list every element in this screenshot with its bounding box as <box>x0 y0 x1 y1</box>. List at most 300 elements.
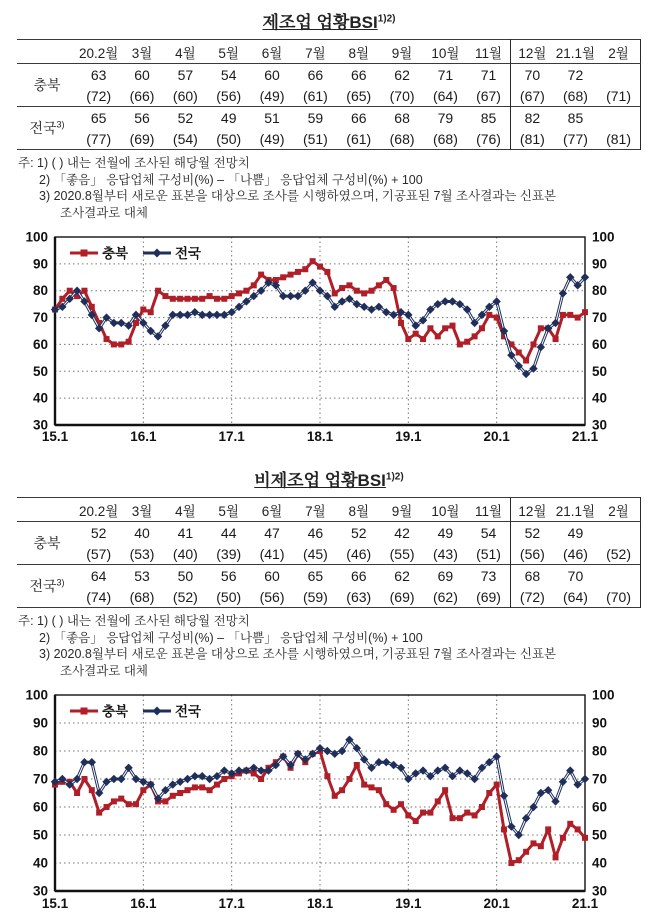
bsi-forecast-cell: (67) <box>510 85 553 107</box>
bsi-value-cell: 69 <box>424 565 467 587</box>
bsi-value-cell: 52 <box>350 524 367 541</box>
series-jeonguk-marker <box>286 292 294 300</box>
row-label: 충북 <box>33 535 61 551</box>
series-jeonguk-marker <box>367 305 375 313</box>
bsi-forecast-cell: (46) <box>563 545 588 562</box>
y-tick-label-left: 100 <box>25 687 48 703</box>
y-tick-label-left: 60 <box>32 799 48 815</box>
x-tick-label: 18.1 <box>306 429 334 444</box>
bsi-forecast-cell: (49) <box>259 87 285 104</box>
column-header: 4월 <box>164 498 207 522</box>
column-header: 7월 <box>294 498 337 522</box>
footnote-line: 주: 1) ( ) 내는 전월에 조사된 해당월 전망치 <box>18 156 250 170</box>
bsi-value-cell: 50 <box>164 565 207 587</box>
column-header: 4월 <box>164 40 207 64</box>
legend-label: 충북 <box>102 246 129 261</box>
series-chungbuk-marker <box>251 282 257 288</box>
bsi-forecast-cell: (60) <box>172 87 198 104</box>
y-tick-label-right: 90 <box>592 715 608 731</box>
series-chungbuk-marker <box>302 266 308 272</box>
page-title: 제조업 업황BSI <box>262 13 378 32</box>
bsi-forecast-cell: (46) <box>346 545 372 562</box>
series-chungbuk-marker <box>317 264 323 270</box>
bsi-forecast-cell: (50) <box>216 130 242 147</box>
series-chungbuk-marker <box>295 269 301 275</box>
series-chungbuk-marker <box>457 341 463 347</box>
series-chungbuk-marker <box>199 784 205 790</box>
chart-legend <box>70 703 202 719</box>
bsi-forecast-cell: (81) <box>510 128 553 150</box>
series-chungbuk-marker <box>185 787 191 793</box>
series-chungbuk-marker <box>104 336 110 342</box>
series-chungbuk-marker <box>369 288 375 294</box>
series-chungbuk-marker <box>413 331 419 337</box>
title-footnote-marker: 1)2) <box>377 13 396 25</box>
series-jeonguk-marker <box>441 297 449 305</box>
series-chungbuk-marker <box>199 296 205 302</box>
series-chungbuk-marker <box>398 801 404 807</box>
bsi-value-cell <box>597 107 640 129</box>
column-header: 6월 <box>250 40 293 64</box>
series-chungbuk-marker <box>575 315 581 321</box>
series-chungbuk-marker <box>192 296 198 302</box>
bsi-forecast-cell: (51) <box>476 545 501 562</box>
bsi-forecast-cell: (69) <box>476 588 501 605</box>
bsi-forecast-cell: (81) <box>597 128 640 150</box>
bsi-forecast-cell: (72) <box>510 586 553 608</box>
column-header: 20.2월 <box>77 40 120 64</box>
bsi-value-cell: 52 <box>90 524 107 541</box>
bsi-forecast-cell: (69) <box>129 130 155 147</box>
series-chungbuk-marker <box>457 815 463 821</box>
bsi-forecast-cell: (71) <box>597 85 640 107</box>
series-jeonguk-marker <box>205 775 213 783</box>
footnotes-manufacturing <box>18 155 644 221</box>
footnotes-nonmanufacturing <box>18 613 644 679</box>
bsi-forecast-cell: (68) <box>563 87 588 104</box>
series-chungbuk-marker <box>207 293 213 299</box>
x-tick-label: 15.1 <box>41 429 69 444</box>
series-chungbuk-marker <box>258 272 264 278</box>
series-chungbuk-marker <box>450 323 456 329</box>
column-header: 7월 <box>294 40 337 64</box>
bsi-value-cell: 85 <box>554 107 597 129</box>
x-axis-labels <box>42 429 599 444</box>
bsi-value-cell: 66 <box>350 66 367 83</box>
legend-diamond-marker <box>153 249 162 258</box>
series-chungbuk-marker <box>442 787 448 793</box>
footnote-line: 주: 1) ( ) 내는 전월에 조사된 해당월 전망치 <box>18 614 250 628</box>
column-header: 12월 <box>510 498 553 522</box>
bsi-forecast-cell: (66) <box>129 87 155 104</box>
series-chungbuk-marker <box>523 849 529 855</box>
series-chungbuk-marker <box>229 293 235 299</box>
bsi-forecast-cell: (68) <box>432 130 458 147</box>
series-chungbuk-marker <box>170 793 176 799</box>
bsi-value-cell: 72 <box>567 66 584 83</box>
bsi-forecast-cell: (56) <box>510 543 553 565</box>
y-tick-label-right: 100 <box>592 687 615 703</box>
y-tick-label-right: 50 <box>592 363 608 379</box>
bsi-forecast-cell: (57) <box>86 545 112 562</box>
series-chungbuk-marker <box>118 341 124 347</box>
bsi-line-chart-manufacturing <box>0 227 658 451</box>
y-tick-label-left: 40 <box>32 855 48 871</box>
series-chungbuk-marker <box>560 835 566 841</box>
series-chungbuk-marker <box>553 336 559 342</box>
x-tick-label: 17.1 <box>218 429 245 444</box>
series-chungbuk-marker <box>324 773 330 779</box>
bsi-value-cell: 40 <box>134 524 150 541</box>
footnote-line: 3) 2020.8월부터 새로운 표본을 대상으로 조사를 시행하였으며, 기공표된 7월 조사결과는 신표본 <box>39 189 557 203</box>
bsi-value-cell: 59 <box>294 107 337 129</box>
footnote-line: 조사결과로 대체 <box>60 205 148 220</box>
series-chungbuk-marker <box>346 282 352 288</box>
series-chungbuk-marker <box>383 801 389 807</box>
x-tick-label: 16.1 <box>130 896 157 911</box>
bsi-value-cell: 66 <box>307 66 324 83</box>
series-chungbuk-marker <box>170 296 176 302</box>
series-chungbuk-marker <box>140 307 146 313</box>
bsi-value-cell: 82 <box>510 107 553 129</box>
y-tick-label-right: 40 <box>592 390 608 406</box>
series-chungbuk-marker <box>523 358 529 364</box>
series-chungbuk-marker <box>427 810 433 816</box>
y-tick-label-right: 80 <box>592 743 608 759</box>
y-tick-label-right: 60 <box>592 336 608 352</box>
bsi-forecast-cell: (54) <box>172 130 198 147</box>
series-chungbuk-marker <box>472 333 478 339</box>
bsi-forecast-cell: (72) <box>86 87 112 104</box>
bsi-value-cell: 65 <box>294 565 337 587</box>
y-tick-label-right: 30 <box>592 417 608 433</box>
y-tick-label-right: 70 <box>592 771 608 787</box>
series-chungbuk-marker <box>501 826 507 832</box>
bsi-forecast-cell: (52) <box>597 543 640 565</box>
series-jeonguk-marker <box>360 303 368 311</box>
series-chungbuk-marker <box>405 812 411 818</box>
series-chungbuk-marker <box>464 339 470 345</box>
series-chungbuk-marker <box>538 843 544 849</box>
series-chungbuk-marker <box>582 309 588 315</box>
series-chungbuk-marker <box>177 790 183 796</box>
column-header: 21.1월 <box>554 498 597 522</box>
bsi-value-cell <box>597 522 640 544</box>
series-chungbuk-marker <box>553 854 559 860</box>
series-chungbuk-marker <box>207 787 213 793</box>
bsi-forecast-cell: (70) <box>597 586 640 608</box>
bsi-value-cell: 56 <box>207 565 250 587</box>
y-tick-label-left: 30 <box>32 883 48 899</box>
series-chungbuk-marker <box>192 784 198 790</box>
series-chungbuk-marker <box>162 798 168 804</box>
series-jeonguk-marker <box>389 311 397 319</box>
bsi-value-cell: 49 <box>437 524 454 541</box>
series-chungbuk-marker <box>104 804 110 810</box>
bsi-forecast-cell: (45) <box>302 545 328 562</box>
bsi-value-cell: 46 <box>307 524 324 541</box>
series-chungbuk-marker <box>582 835 588 841</box>
y-tick-label-right: 60 <box>592 799 608 815</box>
series-jeonguk-marker <box>110 775 118 783</box>
bsi-forecast-cell: (49) <box>259 130 285 147</box>
bsi-value-cell: 70 <box>554 565 597 587</box>
series-chungbuk-marker <box>162 293 168 299</box>
chart-grid <box>55 695 585 891</box>
bsi-value-cell: 68 <box>380 107 423 129</box>
bsi-forecast-cell: (43) <box>432 545 458 562</box>
bsi-forecast-cell: (69) <box>389 588 415 605</box>
y-tick-label-left: 30 <box>32 417 48 433</box>
series-chungbuk-marker <box>420 336 426 342</box>
bsi-value-cell: 62 <box>394 66 410 83</box>
series-chungbuk-marker <box>310 258 316 264</box>
x-tick-label: 19.1 <box>395 896 422 911</box>
bsi-value-cell: 57 <box>177 66 194 83</box>
y-tick-label-left: 40 <box>32 390 48 406</box>
page-title-2: 비제조업 업황BSI <box>254 471 386 490</box>
table-corner <box>17 40 77 64</box>
bsi-value-cell: 64 <box>77 565 120 587</box>
series-chungbuk-marker <box>332 793 338 799</box>
series-chungbuk-marker <box>133 320 139 326</box>
bsi-forecast-cell: (39) <box>216 545 242 562</box>
bsi-forecast-cell: (50) <box>216 588 242 605</box>
series-chungbuk-marker <box>133 801 139 807</box>
series-chungbuk-marker <box>361 782 367 788</box>
column-header: 11월 <box>467 40 510 64</box>
series-chungbuk-marker <box>346 776 352 782</box>
series-jeonguk-marker <box>213 311 221 319</box>
series-chungbuk-marker <box>560 312 566 318</box>
series-chungbuk-marker <box>435 798 441 804</box>
x-tick-label: 21.1 <box>571 896 599 911</box>
bsi-forecast-cell: (59) <box>302 588 328 605</box>
footnote-line: 2) 「좋음」 응답업체 구성비(%) – 「나쁨」 응답업체 구성비(%) + 100 <box>39 630 423 645</box>
series-chungbuk-marker <box>545 826 551 832</box>
legend-square-marker <box>81 250 88 257</box>
legend-diamond-marker <box>153 707 162 716</box>
bsi-forecast-cell: (68) <box>129 588 155 605</box>
column-header: 11월 <box>467 498 510 522</box>
series-chungbuk-marker <box>324 269 330 275</box>
bsi-value-cell: 51 <box>250 107 293 129</box>
bsi-value-cell: 60 <box>264 66 280 83</box>
y-tick-label-left: 80 <box>32 743 48 759</box>
series-chungbuk-marker <box>405 336 411 342</box>
column-header: 5월 <box>207 498 250 522</box>
y-tick-label-left: 80 <box>32 283 48 299</box>
series-chungbuk-marker <box>464 810 470 816</box>
bsi-value-cell: 63 <box>90 66 107 83</box>
series-chungbuk-marker <box>89 787 95 793</box>
series-jeonguk-marker <box>183 775 191 783</box>
row-label: 충북 <box>33 77 61 93</box>
series-jeonguk-marker <box>448 297 456 305</box>
bsi-forecast-cell: (77) <box>86 130 112 147</box>
bsi-value-cell: 41 <box>177 524 194 541</box>
series-chungbuk-marker <box>111 341 117 347</box>
y-tick-label-right: 100 <box>592 229 615 245</box>
bsi-forecast-cell: (52) <box>172 588 198 605</box>
bsi-forecast-cell: (56) <box>216 87 242 104</box>
series-chungbuk-marker <box>494 782 500 788</box>
bsi-forecast-cell: (55) <box>389 545 415 562</box>
bsi-forecast-cell: (53) <box>129 545 155 562</box>
series-chungbuk-marker <box>479 804 485 810</box>
row-label: 전국$^{3)}$ <box>17 107 77 150</box>
bsi-line-chart-nonmanufacturing <box>0 685 658 916</box>
column-header: 2월 <box>597 498 640 522</box>
series-chungbuk-marker <box>288 272 294 278</box>
footnote-line: 조사결과로 대체 <box>60 663 148 678</box>
series-jeonguk-marker <box>117 319 125 327</box>
bsi-forecast-cell: (63) <box>346 588 372 605</box>
section-title-nonmanufacturing <box>0 466 658 491</box>
series-chungbuk-marker <box>221 776 227 782</box>
x-axis-labels <box>42 896 599 911</box>
column-header: 10월 <box>424 498 467 522</box>
series-chungbuk-marker <box>177 296 183 302</box>
bsi-value-cell: 52 <box>164 107 207 129</box>
series-chungbuk-marker <box>530 341 536 347</box>
y-tick-label-left: 90 <box>32 256 48 272</box>
series-chungbuk-marker <box>383 277 389 283</box>
series-chungbuk-marker <box>486 790 492 796</box>
series-chungbuk-marker <box>450 815 456 821</box>
series-chungbuk-marker <box>567 821 573 827</box>
y-tick-label-right: 30 <box>592 883 608 899</box>
bsi-forecast-cell: (62) <box>432 588 458 605</box>
bsi-value-cell: 71 <box>437 66 454 83</box>
series-chungbuk-marker <box>575 826 581 832</box>
bsi-value-cell: 71 <box>480 66 497 83</box>
bsi-forecast-cell: (51) <box>302 130 328 147</box>
series-chungbuk-marker <box>508 860 514 866</box>
series-chungbuk-marker <box>258 776 264 782</box>
series-chungbuk-marker <box>140 787 146 793</box>
bsi-forecast-cell: (64) <box>563 588 588 605</box>
row-label: 전국$^{3)}$ <box>17 565 77 608</box>
bsi-forecast-cell: (76) <box>476 130 501 147</box>
bsi-forecast-cell: (74) <box>86 588 112 605</box>
series-chungbuk-marker <box>567 312 573 318</box>
series-chungbuk-marker <box>214 296 220 302</box>
series-chungbuk-marker <box>398 320 404 326</box>
column-header: 12월 <box>510 40 553 64</box>
bsi-value-cell: 56 <box>120 107 163 129</box>
series-chungbuk-marker <box>376 787 382 793</box>
series-chungbuk-marker <box>126 339 132 345</box>
legend-label: 전국 <box>175 704 202 719</box>
bsi-forecast-cell: (64) <box>432 87 458 104</box>
column-header: 3월 <box>120 498 163 522</box>
column-header: 5월 <box>207 40 250 64</box>
series-chungbuk-marker <box>118 796 124 802</box>
x-tick-label: 20.1 <box>483 896 510 911</box>
series-chungbuk-marker <box>427 325 433 331</box>
bsi-forecast-cell: (40) <box>172 545 198 562</box>
column-header: 9월 <box>380 40 423 64</box>
series-jeonguk-marker <box>500 792 508 800</box>
series-chungbuk-marker <box>538 325 544 331</box>
footnote-line: 2) 「좋음」 응답업체 구성비(%) – 「나쁨」 응답업체 구성비(%) + 100 <box>39 172 423 187</box>
section-title-manufacturing <box>0 8 658 33</box>
bsi-value-cell: 85 <box>467 107 510 129</box>
x-tick-label: 16.1 <box>130 429 157 444</box>
series-chungbuk-marker <box>479 325 485 331</box>
y-tick-label-left: 90 <box>32 715 48 731</box>
x-tick-label: 21.1 <box>571 429 599 444</box>
title-footnote-marker: 1)2) <box>385 471 404 483</box>
series-chungbuk-marker <box>280 274 286 280</box>
bsi-value-cell: 60 <box>134 66 150 83</box>
bsi-value-cell: 73 <box>467 565 510 587</box>
bsi-forecast-cell: (61) <box>346 130 372 147</box>
series-chungbuk-marker <box>74 790 80 796</box>
series-chungbuk-marker <box>214 782 220 788</box>
column-header: 9월 <box>380 498 423 522</box>
series-jeonguk-marker <box>389 761 397 769</box>
bsi-value-cell: 44 <box>220 524 237 541</box>
series-chungbuk-marker <box>376 282 382 288</box>
y-tick-label-left: 50 <box>32 363 48 379</box>
column-header: 8월 <box>337 40 380 64</box>
y-tick-label-right: 90 <box>592 256 608 272</box>
bsi-forecast-cell: (70) <box>389 87 415 104</box>
bsi-value-cell: 66 <box>337 107 380 129</box>
series-chungbuk-marker <box>96 810 102 816</box>
legend-label: 충북 <box>102 704 129 719</box>
series-chungbuk-marker <box>332 290 338 296</box>
series-chungbuk-marker <box>59 296 65 302</box>
column-header: 10월 <box>424 40 467 64</box>
y-tick-label-left: 70 <box>32 310 48 326</box>
y-tick-label-left: 100 <box>25 229 48 245</box>
series-chungbuk-marker <box>155 288 161 294</box>
column-header: 6월 <box>250 498 293 522</box>
series-chungbuk-marker <box>442 325 448 331</box>
bsi-value-cell: 52 <box>510 522 553 544</box>
series-chungbuk-marker <box>516 349 522 355</box>
bsi-value-cell: 60 <box>250 565 293 587</box>
bsi-forecast-cell: (67) <box>476 87 501 104</box>
bsi-value-cell <box>597 565 640 587</box>
bsi-forecast-cell: (77) <box>563 130 588 147</box>
series-jeonguk-marker <box>331 750 339 758</box>
y-tick-label-left: 50 <box>32 827 48 843</box>
series-chungbuk-marker <box>243 288 249 294</box>
column-header: 2월 <box>597 40 640 64</box>
series-chungbuk-marker <box>126 801 132 807</box>
bsi-value-cell: 42 <box>394 524 410 541</box>
series-chungbuk-marker <box>413 818 419 824</box>
bsi-value-cell: 66 <box>337 565 380 587</box>
bsi-forecast-cell: (68) <box>389 130 415 147</box>
y-tick-label-left: 60 <box>32 336 48 352</box>
series-chungbuk-marker <box>369 784 375 790</box>
series-chungbuk-marker <box>81 288 87 294</box>
bsi-value-cell: 53 <box>120 565 163 587</box>
y-tick-label-left: 70 <box>32 771 48 787</box>
series-jeonguk <box>51 273 589 378</box>
series-chungbuk-marker <box>236 290 242 296</box>
series-chungbuk-marker <box>354 762 360 768</box>
series-chungbuk-marker <box>361 290 367 296</box>
y-tick-label-right: 80 <box>592 283 608 299</box>
column-header: 3월 <box>120 40 163 64</box>
bsi-table-nonmanufacturing <box>17 497 641 608</box>
